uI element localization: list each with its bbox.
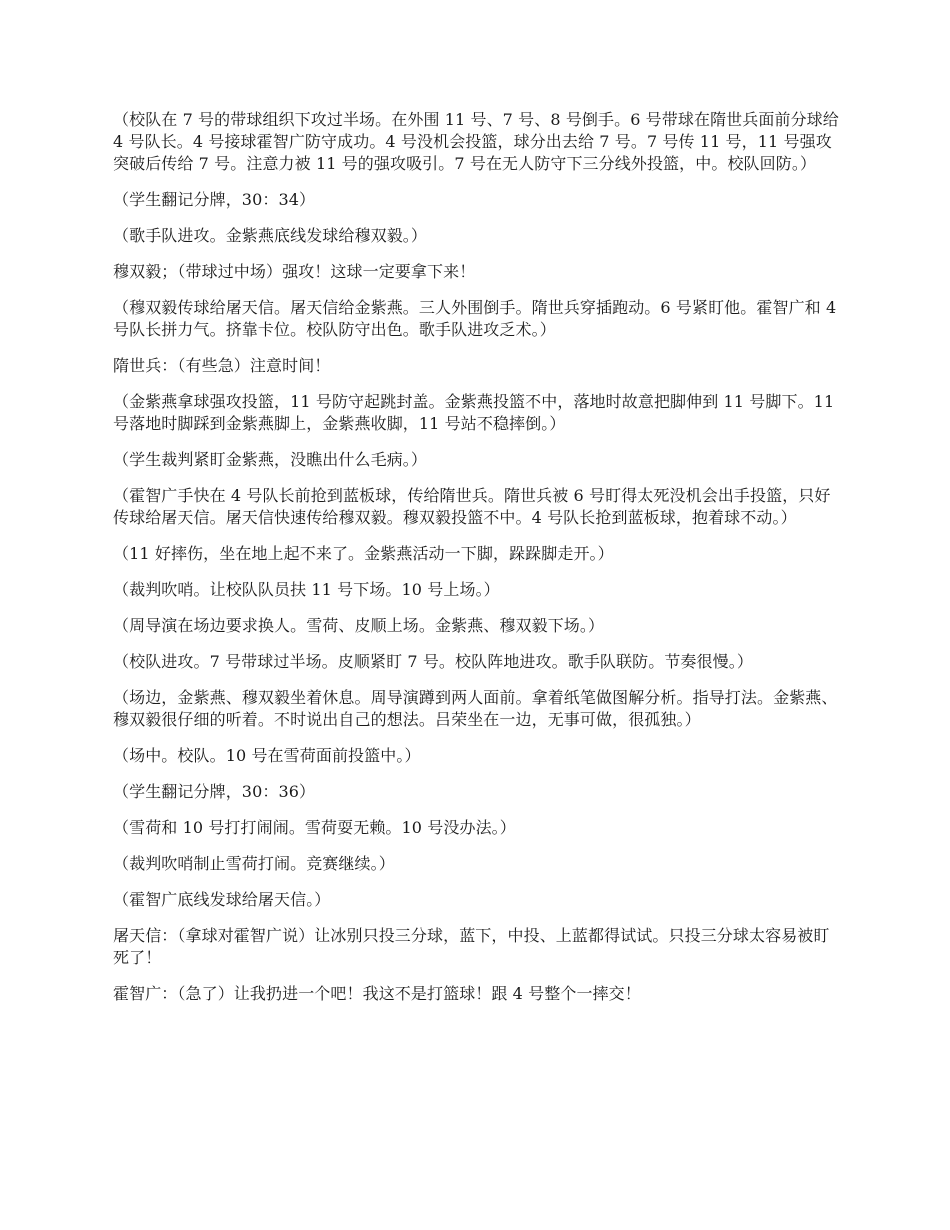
paragraph: 穆双毅；（带球过中场）强攻！这球一定要拿下来！: [113, 262, 476, 281]
paragraph: 霍智广：（急了）让我扔进一个吧！我这不是打篮球！跟 4 号整个一摔交！: [113, 984, 641, 1003]
paragraph: 屠天信：（拿球对霍智广说）让冰别只投三分球，蓝下，中投、上蓝都得试试。只投三分球太容易被盯死了！: [113, 926, 830, 967]
paragraph: （周导演在场边要求换人。雪荷、皮顺上场。金紫燕、穆双毅下场。）: [113, 616, 605, 635]
paragraph: （金紫燕拿球强攻投篮，11 号防守起跳封盖。金紫燕投篮不中，落地时故意把脚伸到 11 号脚下。11 号落地时脚踩到金紫燕脚上，金紫燕收脚，11 号站不稳摔倒。）: [113, 392, 835, 433]
paragraph: （雪荷和 10 号打打闹闹。雪荷耍无赖。10 号没办法。）: [113, 818, 516, 837]
paragraph: （校队进攻。7 号带球过半场。皮顺紧盯 7 号。校队阵地进攻。歌手队联防。节奏很慢。）: [113, 652, 753, 671]
paragraph: （歌手队进攻。金紫燕底线发球给穆双毅。）: [113, 226, 428, 245]
paragraph: （霍智广底线发球给屠天信。）: [113, 890, 331, 909]
paragraph: （学生翻记分牌，30：36）: [113, 782, 316, 801]
paragraph: （学生裁判紧盯金紫燕，没瞧出什么毛病。）: [113, 450, 428, 469]
paragraph: （裁判吹哨。让校队队员扶 11 号下场。10 号上场。）: [113, 580, 500, 599]
paragraph: （校队在 7 号的带球组织下攻过半场。在外围 11 号、7 号、8 号倒手。6 号带球在隋世兵面前分球给 4 号队长。4 号接球霍智广防守成功。4 号没机会投篮，球分出去给 7 号。7 号传 11 号，11 号强攻突破后传给 7 号。注意力被 11 号的强攻吸引。7 号在无人防守下三分线外投篮，中。校队回防。）: [113, 110, 839, 173]
paragraph: （场边，金紫燕、穆双毅坐着休息。周导演蹲到两人面前。拿着纸笔做图解分析。指导打法。金紫燕、穆双毅很仔细的听着。不时说出自己的想法。吕荣坐在一边，无事可做，很孤独。）: [113, 688, 838, 729]
paragraph: 隋世兵：（有些急）注意时间！: [113, 356, 331, 375]
paragraph: （穆双毅传球给屠天信。屠天信给金紫燕。三人外围倒手。隋世兵穿插跑动。6 号紧盯他。霍智广和 4 号队长拼力气。挤靠卡位。校队防守出色。歌手队进攻乏术。）: [113, 298, 837, 339]
paragraph: （裁判吹哨制止雪荷打闹。竞赛继续。）: [113, 854, 395, 873]
paragraph: （11 好摔伤，坐在地上起不来了。金紫燕活动一下脚，跺跺脚走开。）: [113, 544, 614, 563]
paragraph: （学生翻记分牌，30：34）: [113, 190, 316, 209]
paragraph: （霍智广手快在 4 号队长前抢到蓝板球，传给隋世兵。隋世兵被 6 号盯得太死没机会出手投篮，只好传球给屠天信。屠天信快速传给穆双毅。穆双毅投篮不中。4 号队长抢到蓝板球，抱着球不动。）: [113, 486, 831, 527]
paragraph: （场中。校队。10 号在雪荷面前投篮中。）: [113, 746, 421, 765]
